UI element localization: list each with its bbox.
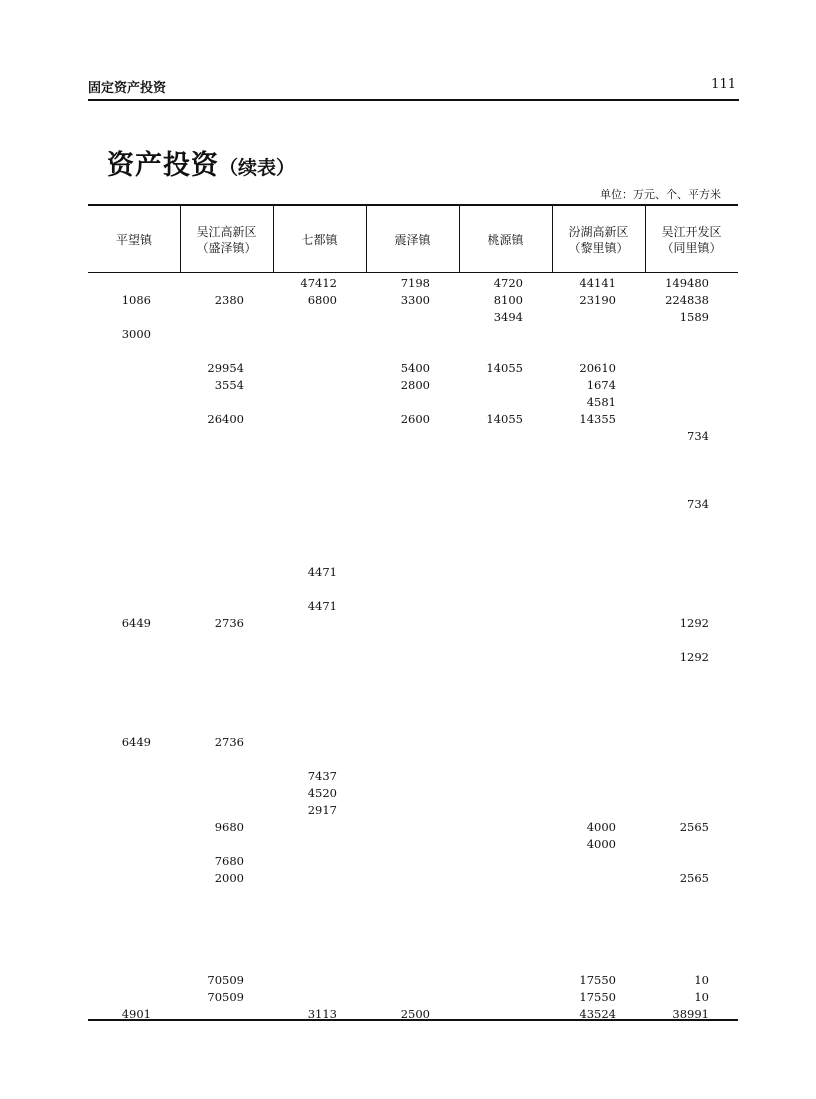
table-cell: 38991	[672, 1007, 709, 1021]
table-cell: 70509	[207, 973, 244, 987]
table-cell: 8100	[493, 293, 523, 307]
column-header-line2: （盛泽镇）	[196, 240, 257, 255]
section-title: 固定资产投资	[88, 81, 167, 96]
table-cell: 2600	[400, 412, 430, 426]
table-cell: 2736	[214, 735, 244, 749]
column-header-line1: 七都镇	[301, 232, 338, 247]
page-number: 111	[711, 77, 736, 92]
table-cell: 3113	[307, 1007, 337, 1021]
column-header	[552, 206, 645, 273]
table-cell: 1292	[679, 650, 709, 664]
column-header-line1: 吴江高新区	[196, 224, 257, 239]
column-header-line1: 汾湖高新区	[568, 224, 629, 239]
table-cell: 4720	[493, 276, 523, 290]
table-cell: 2000	[214, 871, 244, 885]
table-cell: 4000	[586, 820, 616, 834]
table-cell: 1292	[679, 616, 709, 630]
table-cell: 10	[694, 990, 709, 1004]
table-cell: 4000	[586, 837, 616, 851]
running-header	[88, 77, 738, 95]
column-header-line1: 平望镇	[115, 232, 152, 247]
table-cell: 2380	[214, 293, 244, 307]
table-cell: 3554	[214, 378, 244, 392]
table-cell: 7198	[400, 276, 430, 290]
table-cell: 6449	[121, 735, 151, 749]
title-suffix: （续表）	[219, 157, 296, 179]
table-cell: 14055	[486, 412, 523, 426]
unit-note: 单位：万元、个、平方米	[600, 188, 721, 201]
table-cell: 5400	[400, 361, 430, 375]
table-cell: 2736	[214, 616, 244, 630]
column-header	[645, 206, 738, 273]
table-cell: 43524	[579, 1007, 616, 1021]
table-cell: 7680	[214, 854, 244, 868]
table-cell: 9680	[214, 820, 244, 834]
table-cell: 1674	[586, 378, 616, 392]
column-header-line1: 桃源镇	[487, 232, 524, 247]
table-cell: 14055	[486, 361, 523, 375]
table-cell: 44141	[579, 276, 616, 290]
table-cell: 29954	[207, 361, 244, 375]
table-cell: 2917	[307, 803, 337, 817]
column-header	[88, 206, 180, 273]
table-cell: 4581	[586, 395, 616, 409]
table-cell: 1589	[679, 310, 709, 324]
table-cell: 734	[687, 429, 709, 443]
table-cell: 3300	[400, 293, 430, 307]
table-cell: 17550	[579, 990, 616, 1004]
table-cell: 2565	[679, 820, 709, 834]
table-cell: 2800	[400, 378, 430, 392]
column-header-line2: （黎里镇）	[568, 240, 629, 255]
table-cell: 4520	[307, 786, 337, 800]
table-cell: 20610	[579, 361, 616, 375]
table-cell: 3494	[493, 310, 523, 324]
column-header	[459, 206, 552, 273]
page-title	[107, 143, 295, 182]
table-cell: 6449	[121, 616, 151, 630]
table-cell: 6800	[307, 293, 337, 307]
table-cell: 14355	[579, 412, 616, 426]
table-cell: 2500	[400, 1007, 430, 1021]
table-cell: 224838	[665, 293, 709, 307]
table-cell: 7437	[307, 769, 337, 783]
table-cell: 10	[694, 973, 709, 987]
table-cell: 23190	[579, 293, 616, 307]
table-cell: 47412	[300, 276, 337, 290]
table-cell: 3000	[121, 327, 151, 341]
column-header	[366, 206, 459, 273]
table-cell: 4901	[121, 1007, 151, 1021]
column-header	[180, 206, 273, 273]
column-header-line1: 吴江开发区	[661, 224, 722, 239]
header-rule	[88, 99, 739, 101]
table-cell: 149480	[665, 276, 709, 290]
column-header-line1: 震泽镇	[394, 232, 431, 247]
table-cell: 4471	[307, 565, 337, 579]
table-cell: 4471	[307, 599, 337, 613]
table-cell: 17550	[579, 973, 616, 987]
table-cell: 70509	[207, 990, 244, 1004]
table-cell: 734	[687, 497, 709, 511]
title-main: 资产投资	[107, 150, 219, 181]
table-cell: 2565	[679, 871, 709, 885]
table-cell: 26400	[207, 412, 244, 426]
column-header	[273, 206, 366, 273]
table-cell: 1086	[121, 293, 151, 307]
column-header-line2: （同里镇）	[661, 240, 722, 255]
